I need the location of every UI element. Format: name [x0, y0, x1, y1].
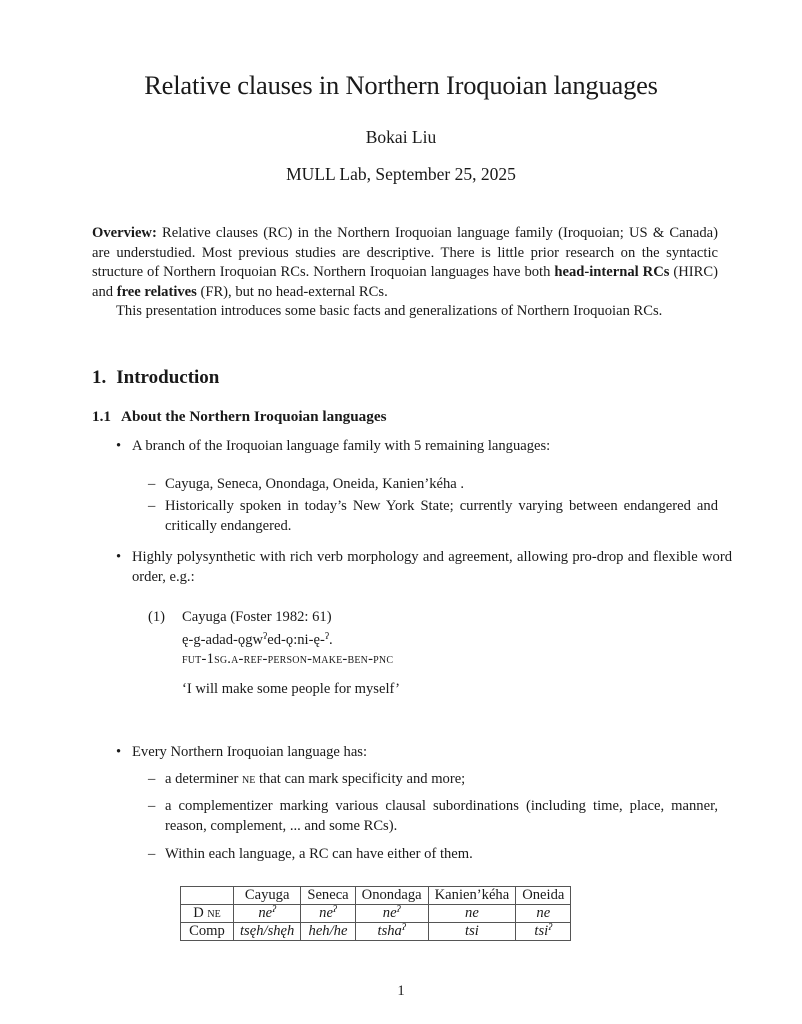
- table-header-cell: [181, 887, 234, 905]
- dash-icon: –: [148, 798, 156, 814]
- text-part: a determiner: [165, 771, 242, 787]
- table-header-cell: Oneida: [516, 887, 571, 905]
- determiner-ne: ne: [241, 771, 256, 787]
- cell-sup: ʔ: [396, 905, 401, 915]
- table-cell: [428, 905, 516, 923]
- subsection-heading: [92, 408, 387, 426]
- cell-base: tsęh/shęh: [240, 923, 295, 939]
- table-cell: [234, 923, 301, 941]
- cell-base: heh/he: [308, 923, 348, 939]
- example-form: [182, 631, 333, 651]
- sub-bullet-text: Cayuga, Seneca, Onondaga, Oneida, Kanien’kéha .: [165, 476, 465, 492]
- table-cell: [355, 923, 428, 941]
- table-cell: [516, 923, 571, 941]
- cell-base: tsi: [534, 923, 549, 939]
- section-heading: [92, 367, 219, 389]
- text-part: that can mark specificity and more;: [255, 771, 466, 787]
- sub-bullet-text: Historically spoken in today’s New York State; currently varying between endangered and critically endangered.: [165, 498, 718, 534]
- cell-sup: ʔ: [272, 905, 276, 915]
- document-title: Relative clauses in Northern Iroquoian languages: [144, 70, 658, 100]
- table-row: [181, 905, 571, 923]
- section-title: Introduction: [116, 367, 220, 388]
- overview-text: (HIRC) and: [92, 264, 718, 300]
- overview-paragraph: [92, 224, 718, 302]
- bullet-icon: •: [116, 438, 122, 454]
- table-cell: [301, 905, 355, 923]
- label-part: ne: [207, 905, 221, 921]
- overview-label: Overview:: [92, 225, 157, 241]
- affiliation-date: MULL Lab, September 25, 2025: [286, 164, 516, 184]
- bullet-text: Every Northern Iroquoian language has:: [132, 744, 368, 760]
- gloss-part: sg.a-ref-person-make-ben-pnc: [214, 651, 394, 667]
- table-header-cell: Seneca: [301, 887, 355, 905]
- glottal-stop: ʔ: [324, 632, 330, 642]
- bullet-text: Highly polysynthetic with rich verb morphology and agreement, allowing pro-drop and flexible word order, e.g.:: [132, 549, 732, 585]
- overview-text: (FR), but no head-external RCs.: [196, 283, 388, 300]
- cell-sup: ʔ: [401, 923, 406, 933]
- example-number: (1): [148, 609, 166, 625]
- form-part: .: [329, 632, 333, 648]
- bullet-text: A branch of the Iroquoian language family with 5 remaining languages:: [132, 438, 551, 454]
- example-gloss: [182, 650, 393, 670]
- cell-base: ne: [319, 905, 333, 921]
- gloss-part: 1: [206, 651, 215, 667]
- overview-text: Relative clauses (RC) in the Northern Iroquoian language family (Iroquoian; US & Canada) are understudied. Most previous studies are descriptive. There is little prior research on the syntactic structure of Northern Iroquoian RCs. Northern Iroquoian languages have both: [92, 225, 718, 280]
- bullet-icon: •: [116, 549, 122, 565]
- cell-base: tsi: [465, 923, 479, 939]
- row-label: Comp: [181, 923, 234, 941]
- table-header-row: [181, 887, 571, 905]
- sub-bullet-text: [165, 770, 718, 790]
- overview-paragraph-2: This presentation introduces some basic facts and generalizations of Northern Iroquoian RCs.: [116, 303, 663, 319]
- form-part: ę-g-adad-ǫgw: [182, 632, 264, 648]
- bullet-item: [116, 548, 736, 588]
- label-part: D: [193, 905, 208, 921]
- cell-sup: ʔ: [548, 923, 553, 933]
- sub-bullet-text: Within each language, a RC can have either of them.: [165, 846, 473, 862]
- table-cell: [301, 923, 355, 941]
- subsection-number: 1.1: [92, 408, 111, 425]
- example-translation: ‘I will make some people for myself’: [182, 681, 401, 697]
- table-cell: [355, 905, 428, 923]
- table-header-cell: Cayuga: [234, 887, 301, 905]
- cell-base: tsha: [377, 923, 402, 939]
- comparison-table: [180, 886, 571, 941]
- table-cell: [234, 905, 301, 923]
- table-cell: [516, 905, 571, 923]
- bullet-icon: •: [116, 744, 122, 760]
- dash-icon: –: [148, 846, 156, 862]
- dash-icon: –: [148, 771, 156, 787]
- dash-icon: –: [148, 498, 156, 514]
- term-fr: free relatives: [116, 283, 197, 300]
- table-header-cell: Onondaga: [355, 887, 428, 905]
- term-hirc: head-internal RCs: [554, 264, 670, 280]
- cell-sup: ʔ: [332, 905, 337, 915]
- subsection-title: About the Northern Iroquoian languages: [120, 408, 387, 425]
- gloss-part: fut-: [182, 651, 207, 667]
- table-cell: [428, 923, 516, 941]
- page-number: 1: [397, 983, 405, 999]
- table-row: [181, 923, 571, 941]
- cell-base: ne: [465, 905, 479, 921]
- author-name: Bokai Liu: [365, 127, 437, 147]
- example-source: Cayuga (Foster 1982: 61): [182, 609, 332, 625]
- cell-base: ne: [258, 905, 273, 921]
- glottal-stop: ʔ: [263, 632, 268, 642]
- overview-abstract: [92, 224, 718, 322]
- cell-base: ne: [536, 905, 551, 921]
- row-label: [181, 905, 234, 923]
- cell-base: ne: [382, 905, 397, 921]
- dash-icon: –: [148, 476, 156, 492]
- form-part: ed-ǫ:ni-ę-: [267, 632, 325, 648]
- sub-bullet-text: a complementizer marking various clausal subordinations (including time, place, manner, reason, complement, ... and some RCs).: [165, 798, 718, 834]
- table-header-cell: Kanien’kéha: [428, 887, 516, 905]
- section-number: 1.: [92, 367, 107, 388]
